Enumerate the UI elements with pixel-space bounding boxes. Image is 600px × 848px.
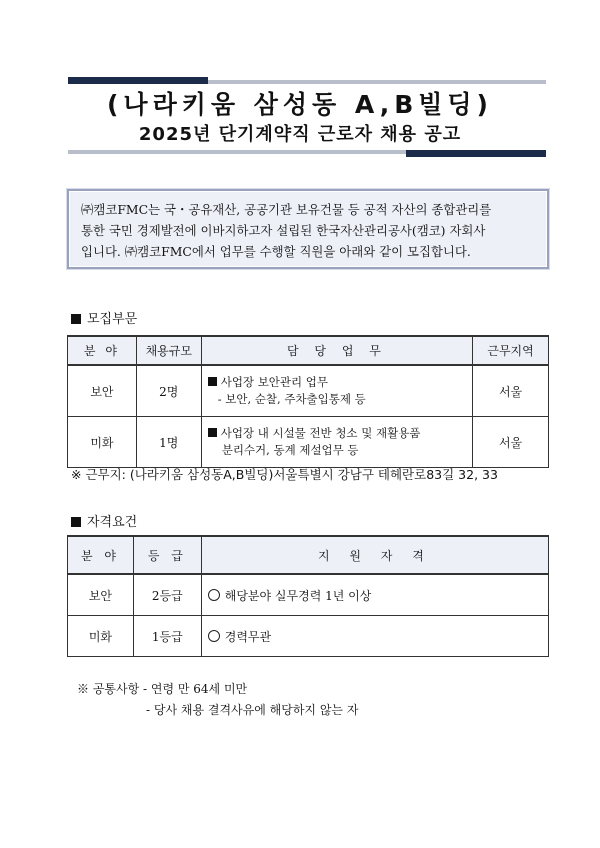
- cell-requirement: 해당분야 실무경력 1년 이상: [201, 574, 548, 616]
- square-bullet-icon: [208, 428, 217, 437]
- col-header-region: 근무지역: [473, 336, 549, 365]
- page-subtitle: 2025년 단기계약직 근로자 채용 공고: [138, 124, 462, 145]
- cell-region: 서울: [473, 417, 549, 468]
- col-header-count: 채용규모: [136, 336, 201, 365]
- col-header-grade: 등 급: [133, 536, 201, 574]
- cell-field: 미화: [68, 417, 137, 468]
- col-header-duty: 담 당 업 무: [201, 336, 472, 365]
- col-header-field: 분 야: [68, 536, 134, 574]
- circle-bullet-icon: [208, 589, 220, 601]
- table-header-row: [68, 336, 549, 365]
- intro-box: [67, 189, 549, 269]
- cell-requirement: 경력무관: [201, 616, 548, 657]
- intro-line-3: 입니다. ㈜캠코FMC에서 업무를 수행할 직원을 아래와 같이 모집합니다.: [81, 244, 471, 259]
- intro-line-1: ㈜캠코FMC는 국・공유재산, 공공기관 보유건물 등 공적 자산의 종합관리를: [81, 202, 492, 217]
- cell-field: 보안: [68, 574, 134, 616]
- cell-field: 미화: [68, 616, 134, 657]
- table-row: [68, 574, 549, 616]
- table-row: [68, 616, 549, 657]
- page-title: (나라키움 삼성동 A,B빌딩): [107, 90, 493, 119]
- table-row: [68, 417, 549, 468]
- cell-grade: 2등급: [133, 574, 201, 616]
- cell-count: 1명: [136, 417, 201, 468]
- common-requirement-2: - 당사 채용 결격사유에 해당하지 않는 자: [146, 703, 359, 717]
- recruit-table: [67, 335, 549, 468]
- cell-duty: 사업장 내 시설물 전반 청소 및 재활용품 분리수거, 동계 제설업무 등: [201, 417, 472, 468]
- table-header-row: [68, 536, 549, 574]
- cell-count: 2명: [136, 365, 201, 417]
- qualify-table: [67, 535, 549, 657]
- circle-bullet-icon: [208, 630, 220, 642]
- cell-field: 보안: [68, 365, 137, 417]
- square-bullet-icon: [71, 517, 81, 527]
- table-row: [68, 365, 549, 417]
- common-requirement-1: ※ 공통사항 - 연령 만 64세 미만: [77, 682, 248, 696]
- square-bullet-icon: [208, 377, 217, 386]
- cell-duty: 사업장 보안관리 업무 - 보안, 순찰, 주차출입통제 등: [201, 365, 472, 417]
- col-header-field: 분 야: [68, 336, 137, 365]
- col-header-requirement: 지 원 자 격: [201, 536, 548, 574]
- section-title-qualify: 자격요건: [71, 511, 137, 530]
- square-bullet-icon: [71, 314, 81, 324]
- intro-line-2: 통한 국민 경제발전에 이바지하고자 설립된 한국자산관리공사(캠코) 자회사: [81, 223, 486, 238]
- cell-grade: 1등급: [133, 616, 201, 657]
- section-title-recruit: 모집부문: [71, 308, 137, 327]
- workplace-note: ※ 근무지: (나라키움 삼성동A,B빌딩)서울특별시 강남구 테헤란로83길 32, 33: [71, 467, 498, 482]
- header-rule-bottom: [68, 150, 546, 158]
- cell-region: 서울: [473, 365, 549, 417]
